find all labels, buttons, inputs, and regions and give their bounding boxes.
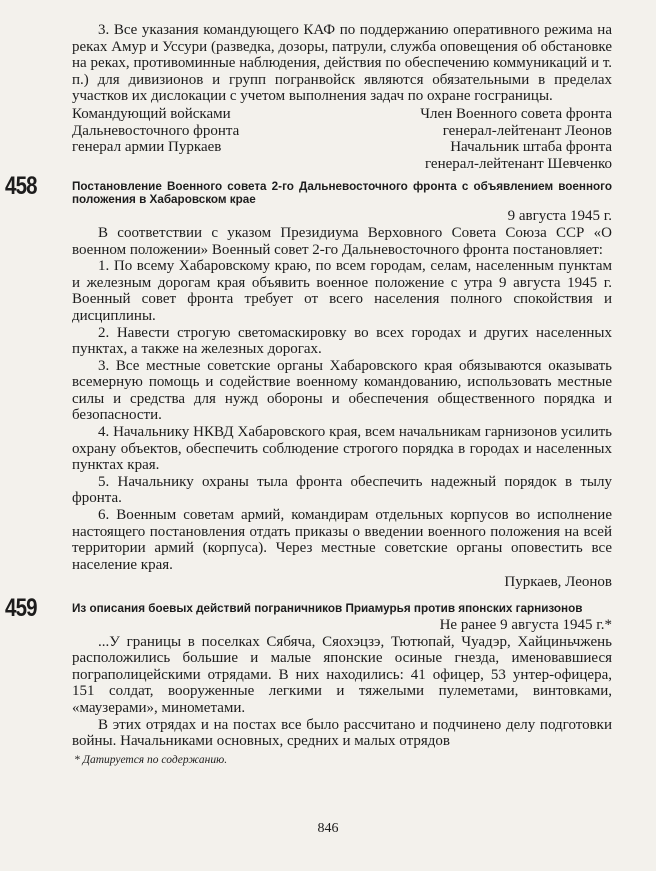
page-number: 846 [317,821,339,836]
document-458 [5,172,612,591]
doc458-paragraph: 6. Военным советам армий, командирам отдельных корпусов во исполнение настоящего постановления отдать приказы о введении военного положения на всей территории армий (корпуса). Через местные советские органы оповестить все население края. [72,507,612,573]
signature-left-1: Командующий войсками [72,105,231,122]
doc458-paragraph: 1. По всему Хабаровскому краю, по всем городам, селам, населенным пунктам и железным дорогам края объявить военное положение с утра 9 августа 1945 г. Военный совет фронта требует от всего населения полного спокойствия и дисциплины. [72,258,612,324]
doc458-paragraph: В соответствии с указом Президиума Верховного Совета Союза ССР «О военном положении» Военный совет 2-го Дальневосточного фронта постановляет: [72,224,612,258]
footnote: * Датируется по содержанию. [74,753,228,766]
doc458-paragraph: 5. Начальнику охраны тыла фронта обеспечить надежный порядок в тылу фронта. [72,473,612,507]
doc459-paragraph: В этих отрядах и на постах все было рассчитано и подчинено делу подготовки войны. Начальниками основных, средних и малых отрядов [72,716,612,750]
signature-right-4: генерал-лейтенант Шевченко [424,155,612,172]
doc458-paragraph: 4. Начальнику НКВД Хабаровского края, всем начальникам гарнизонов усилить охрану объектов, обеспечить соблюдение строгого порядка в городах и населенных пунктах края. [72,424,612,474]
document-date: Не ранее 9 августа 1945 г.* [439,617,612,633]
signature-row-2 [72,123,612,140]
signature-row-3 [72,139,612,156]
prev-doc-signatures [72,106,612,172]
document-number: 459 [5,594,37,622]
signature-row-1 [72,106,612,123]
document-title: Постановление Военного совета 2-го Дальневосточного фронта с объявлением военного положения в Хабаровском крае [72,180,612,207]
doc458-paragraph: 2. Навести строгую светомаскировку во всех городах и других населенных пунктах, а также на железных дорогах. [72,324,612,358]
signature-right-2: генерал-лейтенант Леонов [442,122,612,139]
document-page [5,22,612,768]
doc458-signature: Пуркаев, Леонов [504,574,612,591]
document-date: 9 августа 1945 г. [507,208,612,225]
doc458-paragraph: 3. Все местные советские органы Хабаровского края обязываются оказывать всемерную помощь и содействие военному командованию, использовать местные силы и средства для нужд обороны и обеспечения общественного порядка и безопасности. [72,357,612,424]
signature-right-1: Член Военного совета фронта [420,105,612,122]
document-459 [5,594,612,750]
doc459-paragraph: ...У границы в поселках Сябяча, Сяохэцзэ, Тютюпай, Чуадэр, Хайциньчжень расположились большие и малые японские осиные гнезда, именовавшиеся пограполицейскими отрядами. В них находились: 41 офицер, 53 унтер-офицера, 151 солдат, вооруженные легкими и тяжелыми пулеметами, винтовками, «маузерами», минометами. [72,633,612,716]
signature-right-3: Начальник штаба фронта [450,139,612,156]
signature-left-2: Дальневосточного фронта [72,122,240,139]
document-number: 458 [5,172,37,201]
signature-left-3: генерал армии Пуркаев [72,139,222,156]
document-title: Из описания боевых действий пограничников Приамурья против японских гарнизонов [72,602,583,615]
prev-doc-paragraph-3: 3. Все указания командующего КАФ по поддержанию оперативного режима на реках Амур и Уссури (разведка, дозоры, патрули, служба оповещения об обстановке на реках, противоминные наблюдения, действия по обеспечению коммуникаций и т. п.) для дивизионов и групп погранвойск являются обязательными в пределах участков их дислокации с учетом выполнения задач по охране госграницы. [72,22,612,105]
